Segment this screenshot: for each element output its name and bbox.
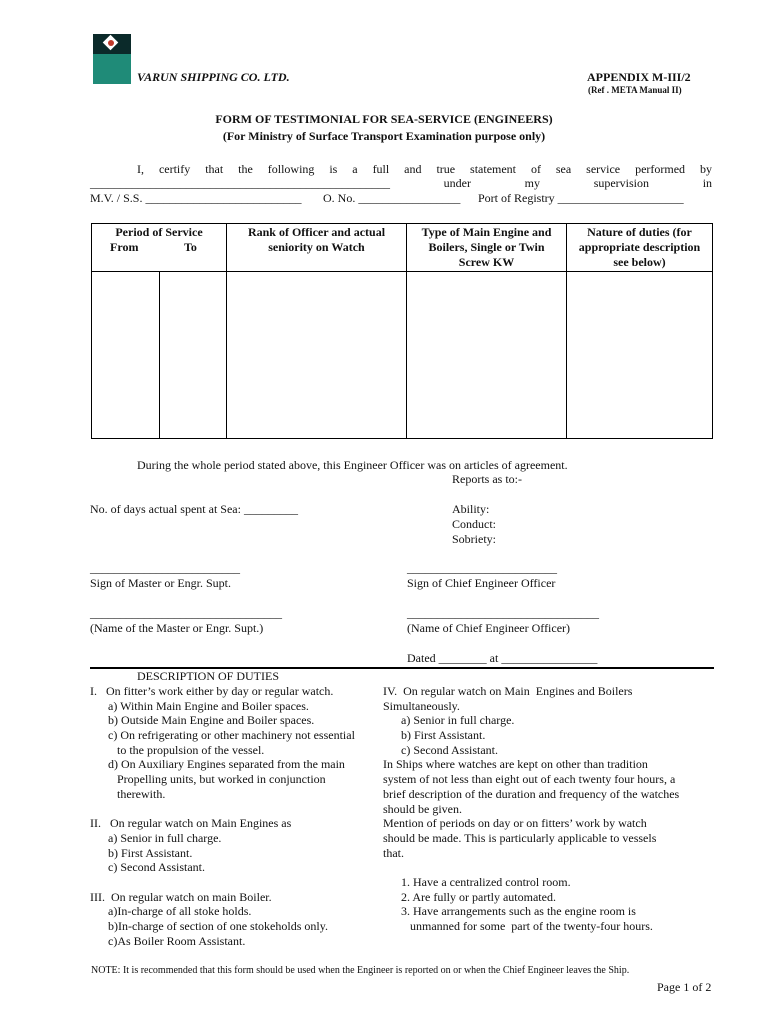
reports-label: Reports as to:- — [452, 472, 522, 486]
form-subtitle: (For Ministry of Surface Transport Examination purpose only) — [222, 129, 546, 143]
nature-of-duties-header: Nature of duties (for appropriate description see below) — [567, 224, 713, 272]
official-number-field: O. No. _________________ — [323, 191, 461, 205]
certify-line-2: __________________________________________________ under my supervision in — [90, 176, 713, 190]
duty-right-line: that. — [383, 845, 404, 860]
duty-right-line: Simultaneously. — [383, 698, 460, 713]
duty-left-line: c) Second Assistant. — [90, 860, 205, 875]
nature-of-duties-cell[interactable] — [567, 272, 713, 439]
appendix-label: APPENDIX M-III/2 — [587, 70, 691, 84]
duty-left-line: II. On regular watch on Main Engines as — [90, 816, 292, 831]
duty-right-line: Mention of periods on day or on fitters’ work by watch — [383, 816, 647, 831]
duty-left-line: b) Outside Main Engine and Boiler spaces. — [90, 713, 315, 728]
duty-left-line — [90, 875, 355, 890]
duty-left-line: a) Senior in full charge. — [90, 830, 222, 845]
duty-right-line — [383, 860, 679, 875]
duty-right-line: should be given. — [383, 801, 462, 816]
duty-left-line: therewith. — [90, 786, 166, 801]
duty-right-line: 2. Are fully or partly automated. — [383, 889, 556, 904]
master-signature-label: Sign of Master or Engr. Supt. — [90, 576, 231, 590]
period-of-service-header: Period of Service From To — [92, 224, 227, 272]
duty-left-line: to the propulsion of the vessel. — [90, 742, 265, 757]
conduct-label: Conduct: — [452, 517, 496, 531]
master-signature-line: _________________________ — [90, 561, 240, 575]
chief-name-label: (Name of Chief Engineer Officer) — [407, 621, 571, 635]
service-table — [91, 223, 713, 439]
duty-right-line: c) Second Assistant. — [383, 742, 498, 757]
days-at-sea-field: No. of days actual spent at Sea: _________ — [90, 502, 298, 516]
duty-right-line: unmanned for some part of the twenty-four hours. — [383, 919, 653, 933]
duties-left-column — [90, 684, 355, 948]
duty-right-line: system of not less than eight out of each twenty four hours, a — [383, 772, 676, 787]
from-cell[interactable] — [92, 272, 160, 439]
from-header: From — [110, 240, 139, 254]
company-logo — [93, 34, 131, 84]
duty-right-line: brief description of the duration and frequency of the watches — [383, 786, 680, 801]
duty-left-line: III. On regular watch on main Boiler. — [90, 889, 272, 904]
duty-right-line: IV. On regular watch on Main Engines and Boilers — [383, 684, 633, 698]
chief-name-line: ________________________________ — [407, 606, 599, 620]
chief-signature-label: Sign of Chief Engineer Officer — [407, 576, 556, 590]
to-cell[interactable] — [160, 272, 227, 439]
footnote: NOTE: It is recommended that this form should be used when the Engineer is reported on or when the Chief Engineer leaves the Ship. — [91, 965, 630, 976]
duty-left-line: d) On Auxiliary Engines separated from the main — [90, 757, 345, 772]
sobriety-label: Sobriety: — [452, 532, 496, 546]
duty-right-line: should be made. This is particularly applicable to vessels — [383, 830, 657, 845]
vessel-field: M.V. / S.S. __________________________ — [90, 191, 302, 205]
vessel-name-blank: __________________________________________________ — [90, 176, 390, 190]
duty-right-line: In Ships where watches are kept on other than tradition — [383, 757, 648, 772]
engine-type-cell[interactable] — [407, 272, 567, 439]
duty-left-line — [90, 802, 355, 817]
duty-left-line: c)As Boiler Room Assistant. — [90, 933, 246, 948]
duty-right-line: b) First Assistant. — [383, 728, 486, 743]
duty-right-line: a) Senior in full charge. — [383, 713, 515, 728]
reference-label: (Ref . META Manual II) — [588, 85, 682, 95]
engine-type-header: Type of Main Engine and Boilers, Single or Twin Screw KW — [407, 224, 567, 272]
rank-cell[interactable] — [227, 272, 407, 439]
company-name: VARUN SHIPPING CO. LTD. — [137, 70, 290, 84]
master-name-label: (Name of the Master or Engr. Supt.) — [90, 621, 264, 635]
form-title: FORM OF TESTIMONIAL FOR SEA-SERVICE (ENGINEERS) — [215, 112, 553, 126]
certify-line-1: I, certify that the following is a full and true statement of sea service performed by — [137, 162, 712, 176]
duty-left-line: b) First Assistant. — [90, 845, 193, 860]
duty-left-line: a)In-charge of all stoke holds. — [90, 904, 252, 919]
rank-header: Rank of Officer and actual seniority on Watch — [227, 224, 407, 272]
duty-left-line: a) Within Main Engine and Boiler spaces. — [90, 698, 309, 713]
duty-left-line: b)In-charge of section of one stokeholds only. — [90, 919, 328, 933]
duties-heading: DESCRIPTION OF DUTIES — [137, 669, 280, 683]
articles-statement: During the whole period stated above, this Engineer Officer was on articles of agreement. — [137, 458, 568, 472]
dated-field: Dated ________ at ________________ — [407, 651, 598, 665]
ability-label: Ability: — [452, 502, 490, 516]
duty-left-line: c) On refrigerating or other machinery not essential — [90, 728, 355, 743]
duty-right-line: 1. Have a centralized control room. — [383, 874, 571, 889]
duty-right-line: 3. Have arrangements such as the engine room is — [383, 904, 636, 919]
to-header: To — [184, 240, 197, 254]
page-number: Page 1 of 2 — [657, 980, 712, 994]
table-row — [92, 272, 713, 439]
chief-signature-line: _________________________ — [407, 561, 557, 575]
duties-right-column — [383, 684, 679, 934]
duty-left-line: I. On fitter’s work either by day or regular watch. — [90, 684, 334, 698]
duty-left-line: Propelling units, but worked in conjunction — [90, 772, 326, 787]
port-of-registry-field: Port of Registry _____________________ — [478, 191, 684, 205]
master-name-line: ________________________________ — [90, 606, 282, 620]
